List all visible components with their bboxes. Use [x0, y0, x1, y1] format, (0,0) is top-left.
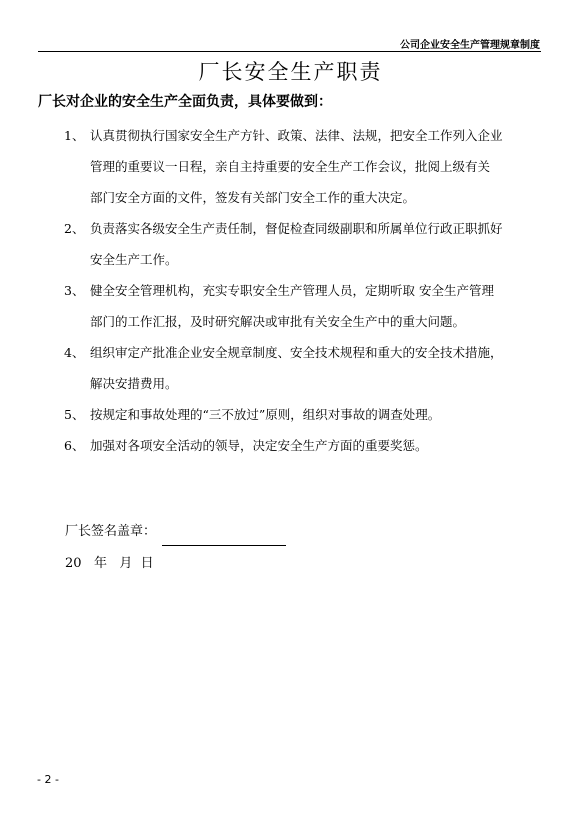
item-number: 6、 [64, 438, 85, 453]
item-text [90, 120, 544, 213]
signature-line [162, 545, 286, 546]
signature-label: 厂长签名盖章： [65, 524, 157, 539]
item-line: 部门安全方面的文件，签发有关部门安全工作的重大决定。 [90, 190, 416, 205]
running-header: 公司企业安全生产管理规章制度 [400, 40, 540, 51]
header-divider [38, 51, 541, 52]
item-line: 解决安措费用。 [90, 376, 178, 391]
item-number: 3、 [64, 283, 85, 298]
item-number: 1、 [64, 128, 85, 143]
list-item [64, 399, 544, 430]
item-number: 4、 [64, 345, 85, 360]
intro-statement: 厂长对企业的安全生产全面负责，具体要做到： [38, 94, 332, 110]
item-line: 负责落实各级安全生产责任制，督促检查同级副职和所属单位行政正职抓好 [90, 221, 503, 236]
item-line: 健全安全管理机构，充实专职安全生产管理人员，定期听取 安全生产管理 [90, 283, 494, 298]
item-line: 安全生产工作。 [90, 252, 178, 267]
item-line: 部门的工作汇报，及时研究解决或审批有关安全生产中的重大问题。 [90, 314, 466, 329]
item-line: 按规定和事故处理的“三不放过”原则，组织对事故的调查处理。 [90, 407, 441, 422]
item-text [90, 430, 544, 461]
duty-list [64, 120, 544, 461]
item-text [90, 399, 544, 430]
list-item [64, 213, 544, 275]
item-text [90, 275, 544, 337]
list-item [64, 337, 544, 399]
signature-date: 20 年 月 日 [65, 556, 154, 571]
list-item [64, 430, 544, 461]
item-number: 2、 [64, 221, 85, 236]
item-text [90, 213, 544, 275]
page-number: - 2 - [37, 773, 59, 786]
document-title: 厂长安全生产职责 [198, 60, 383, 84]
item-number: 5、 [64, 407, 85, 422]
item-text [90, 337, 544, 399]
item-line: 加强对各项安全活动的领导，决定安全生产方面的重要奖惩。 [90, 438, 428, 453]
list-item [64, 275, 544, 337]
item-line: 组织审定产批准企业安全规章制度、安全技术规程和重大的安全技术措施， [90, 345, 503, 360]
item-line: 认真贯彻执行国家安全生产方针、政策、法律、法规，把安全工作列入企业 [90, 128, 503, 143]
item-line: 管理的重要议一日程，亲自主持重要的安全生产工作会议，批阅上级有关 [90, 159, 491, 174]
list-item [64, 120, 544, 213]
